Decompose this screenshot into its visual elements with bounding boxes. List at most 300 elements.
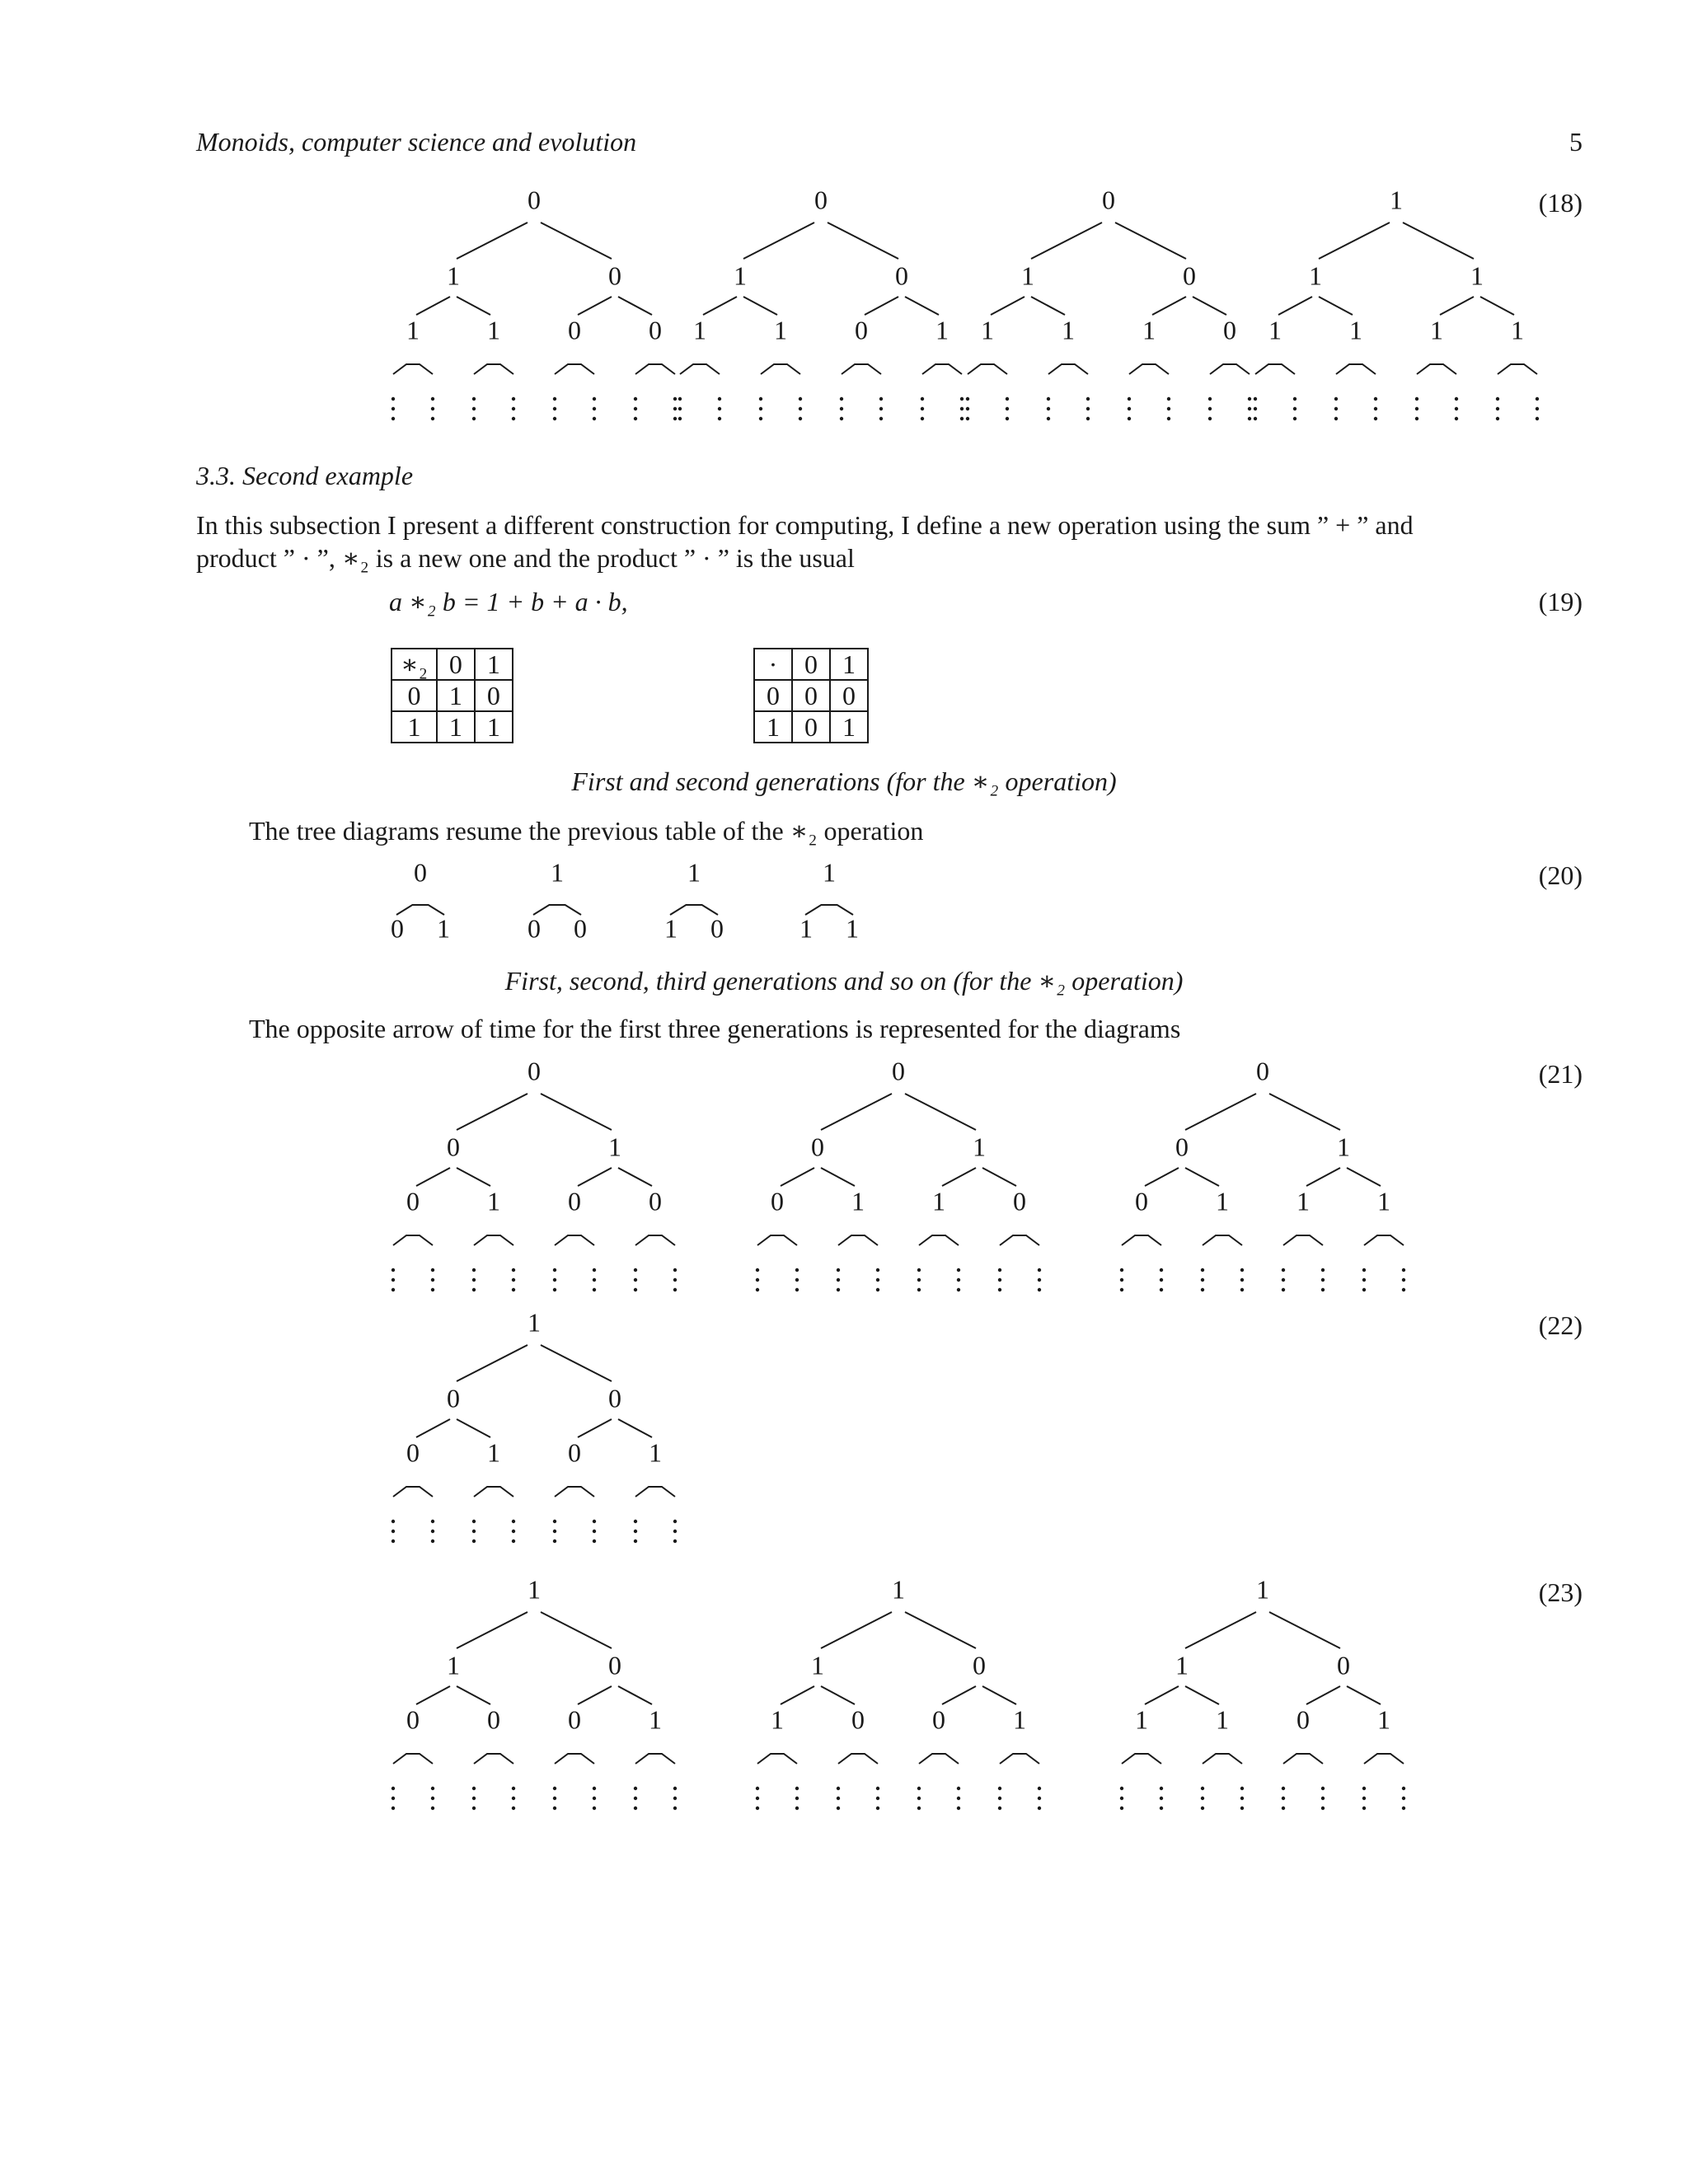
continuation-dot [998, 1787, 1001, 1790]
continuation-dot [512, 1807, 515, 1810]
continuation-dot [431, 417, 434, 420]
tree-branch [1306, 1686, 1340, 1704]
tree-branch-stub [1122, 1235, 1161, 1245]
dot-table-cell: 0 [754, 680, 792, 711]
tree21-2-leaf: 1 [851, 1186, 865, 1216]
tree-branch [457, 1168, 490, 1186]
continuation-dot [917, 1807, 921, 1810]
continuation-dot [1208, 407, 1212, 410]
continuation-dot [1334, 407, 1338, 410]
continuation-dot [1240, 1288, 1244, 1291]
tree-diagrams-paragraph: The tree diagrams resume the previous table of the ∗₂ operation [249, 816, 924, 846]
continuation-dot [431, 1787, 434, 1790]
continuation-dot [1321, 1787, 1325, 1790]
tree-branch [541, 1612, 612, 1648]
continuation-dot [837, 1807, 840, 1810]
continuation-dot [1006, 397, 1009, 401]
continuation-dot [1254, 407, 1257, 410]
continuation-dot [634, 1268, 637, 1272]
tree20-3-leaf: 1 [664, 913, 678, 944]
continuation-dot [1415, 407, 1418, 410]
tree23-1-leaf: 0 [568, 1704, 581, 1735]
tree-branch [821, 1168, 855, 1186]
page-number: 5 [1569, 127, 1582, 157]
continuation-dot [795, 1288, 799, 1291]
continuation-dot [472, 1787, 476, 1790]
continuation-dot [593, 407, 596, 410]
continuation-dot [553, 1288, 556, 1291]
continuation-dot [957, 1797, 960, 1800]
continuation-dot [392, 1530, 395, 1533]
tree-branch-stub [635, 1487, 675, 1497]
tree-branch-stub [838, 1235, 878, 1245]
continuation-dot [553, 1787, 556, 1790]
continuation-dot [1496, 397, 1499, 401]
continuation-dot [634, 417, 637, 420]
continuation-dot [512, 1530, 515, 1533]
continuation-dot [673, 1288, 677, 1291]
continuation-dot [1282, 1268, 1285, 1272]
tree-branch [743, 297, 777, 315]
continuation-dot [756, 1268, 759, 1272]
continuation-dot [593, 1530, 596, 1533]
continuation-dot [472, 407, 476, 410]
tree-branch [1319, 223, 1390, 259]
continuation-dot [966, 397, 969, 401]
tree-branch-stub [1210, 364, 1250, 374]
tree18-4-leaf: 1 [1268, 315, 1282, 345]
tree21-1-node: 1 [608, 1132, 621, 1162]
continuation-dot [1038, 1797, 1041, 1800]
dot-table-row [754, 711, 868, 743]
tree23-2-leaf: 1 [1013, 1704, 1026, 1735]
dot-table-cell: 0 [792, 711, 830, 743]
continuation-dot [1240, 1278, 1244, 1282]
tree18-1-leaf: 1 [487, 315, 500, 345]
tree-branch-stub [474, 1754, 513, 1764]
dot-table-cell: · [754, 649, 792, 680]
tree18-2-leaf: 1 [693, 315, 706, 345]
star2-table-cell: 1 [475, 711, 513, 743]
tree18-3-leaf: 1 [981, 315, 994, 345]
continuation-dot [1167, 417, 1170, 420]
continuation-dot [553, 1278, 556, 1282]
tree-branch [541, 1345, 612, 1381]
continuation-dot [876, 1797, 879, 1800]
tree21-3-leaf: 1 [1377, 1186, 1390, 1216]
star2-table-cell: 0 [437, 649, 475, 680]
tree-branch [1347, 1168, 1381, 1186]
arrow-of-time-paragraph: The opposite arrow of time for the first three generations is represented for the diagrams [249, 1014, 1181, 1043]
equation-number-23: (23) [1538, 1577, 1582, 1607]
continuation-dot [678, 417, 682, 420]
continuation-dot [1282, 1288, 1285, 1291]
tree20-3-root: 1 [687, 857, 701, 888]
continuation-dot [553, 407, 556, 410]
continuation-dot [512, 417, 515, 420]
tree-branch [457, 223, 528, 259]
continuation-dot [837, 1278, 840, 1282]
continuation-dot [553, 397, 556, 401]
tree-branch-stub [474, 1487, 513, 1497]
continuation-dot [1455, 417, 1458, 420]
continuation-dot [673, 1520, 677, 1523]
star2-table-cell: ∗₂ [392, 649, 437, 680]
tree23-1-node: 1 [447, 1650, 460, 1680]
dot-table-cell: 0 [830, 680, 868, 711]
generations-caption: First, second, third generations and so on (for the ∗₂ operation) [504, 966, 1184, 996]
continuation-dot [837, 1797, 840, 1800]
continuation-dot [593, 1807, 596, 1810]
tree18-3-node: 0 [1183, 260, 1196, 291]
tree22-1-node: 0 [608, 1383, 621, 1413]
continuation-dot [472, 1268, 476, 1272]
continuation-dot [512, 397, 515, 401]
tree-branch [457, 297, 490, 315]
tree21-2-leaf: 0 [1013, 1186, 1026, 1216]
continuation-dot [960, 417, 964, 420]
continuation-dot [673, 1268, 677, 1272]
tree23-3-node: 1 [1175, 1650, 1189, 1680]
tree20-1-leaf: 0 [391, 913, 404, 944]
continuation-dot [1293, 417, 1296, 420]
continuation-dot [678, 407, 682, 410]
continuation-dot [998, 1807, 1001, 1810]
tree21-1-node: 0 [447, 1132, 460, 1162]
tree18-3-leaf: 0 [1223, 315, 1236, 345]
continuation-dot [1321, 1278, 1325, 1282]
tree21-1-root: 0 [528, 1056, 541, 1086]
continuation-dot [673, 1278, 677, 1282]
tree-branch-stub [635, 1235, 675, 1245]
continuation-dot [593, 1540, 596, 1543]
star2-table-row [392, 680, 513, 711]
continuation-dot [634, 1787, 637, 1790]
tree-branch-stub [555, 1754, 594, 1764]
tree23-2-node: 1 [811, 1650, 824, 1680]
continuation-dot [957, 1278, 960, 1282]
continuation-dot [1160, 1288, 1163, 1291]
tree-branch-stub [393, 1754, 433, 1764]
continuation-dot [917, 1787, 921, 1790]
tree20-4-leaf: 1 [799, 913, 813, 944]
dot-table-cell: 0 [792, 680, 830, 711]
continuation-dot [512, 1278, 515, 1282]
continuation-dot [1362, 1797, 1366, 1800]
tree18-3-leaf: 1 [1142, 315, 1156, 345]
tree-branch-stub [1283, 1235, 1323, 1245]
tree-branch-stub [1048, 364, 1088, 374]
continuation-dot [593, 397, 596, 401]
continuation-dot [876, 1807, 879, 1810]
tree18-1-leaf: 0 [649, 315, 662, 345]
continuation-dot [593, 1278, 596, 1282]
continuation-dot [512, 1540, 515, 1543]
tree-branch [541, 223, 612, 259]
continuation-dot [1362, 1787, 1366, 1790]
tree-branch [828, 223, 898, 259]
tree-branch [743, 223, 814, 259]
continuation-dot [1038, 1288, 1041, 1291]
tree-branch [1145, 1168, 1179, 1186]
continuation-dot [634, 1530, 637, 1533]
continuation-dot [718, 417, 721, 420]
continuation-dot [673, 1787, 677, 1790]
continuation-dot [837, 1787, 840, 1790]
tree18-2-node: 0 [895, 260, 908, 291]
continuation-dot [634, 1807, 637, 1810]
tree20-2-leaf: 0 [528, 913, 541, 944]
tree20-2-leaf: 0 [574, 913, 587, 944]
dot-table-cell: 1 [754, 711, 792, 743]
continuation-dot [795, 1278, 799, 1282]
continuation-dot [512, 1268, 515, 1272]
continuation-dot [1374, 407, 1377, 410]
continuation-dot [1402, 1278, 1405, 1282]
continuation-dot [1536, 397, 1539, 401]
continuation-dot [1208, 397, 1212, 401]
continuation-dot [1402, 1797, 1405, 1800]
star2-table-row [392, 711, 513, 743]
continuation-dot [1128, 397, 1131, 401]
continuation-dot [957, 1288, 960, 1291]
continuation-dot [593, 417, 596, 420]
continuation-dot [1402, 1268, 1405, 1272]
continuation-dot [392, 1807, 395, 1810]
tree-branch [1319, 297, 1353, 315]
continuation-dot [593, 1787, 596, 1790]
continuation-dot [1120, 1787, 1123, 1790]
tree21-2-leaf: 1 [932, 1186, 945, 1216]
tree23-1-leaf: 0 [406, 1704, 420, 1735]
tree18-2-leaf: 0 [855, 315, 868, 345]
continuation-dot [1415, 397, 1418, 401]
continuation-dot [718, 407, 721, 410]
continuation-dot [1160, 1278, 1163, 1282]
continuation-dot [795, 1797, 799, 1800]
tree23-1-leaf: 0 [487, 1704, 500, 1735]
continuation-dot [634, 407, 637, 410]
equation-number-18: (18) [1538, 188, 1582, 218]
tree21-1-leaf: 0 [568, 1186, 581, 1216]
continuation-dot [1086, 417, 1090, 420]
continuation-dot [998, 1797, 1001, 1800]
continuation-dot [553, 1540, 556, 1543]
tree18-1-root: 0 [528, 185, 541, 215]
tree-branch-stub [635, 1754, 675, 1764]
star2-table-row [392, 649, 513, 680]
continuation-dot [1254, 417, 1257, 420]
continuation-dot [553, 1268, 556, 1272]
tree-branch-stub [474, 1235, 513, 1245]
continuation-dot [1120, 1807, 1123, 1810]
tree-branch-stub [1203, 1754, 1242, 1764]
tree-branch [1185, 1168, 1219, 1186]
tree18-1-leaf: 0 [568, 315, 581, 345]
continuation-dot [957, 1807, 960, 1810]
tree-branch [1347, 1686, 1381, 1704]
continuation-dot [634, 1797, 637, 1800]
continuation-dot [1047, 407, 1050, 410]
tree-branch [1306, 1168, 1340, 1186]
continuation-dot [840, 407, 843, 410]
tree22-1-leaf: 1 [487, 1437, 500, 1468]
tree20-2-root: 1 [551, 857, 564, 888]
equation-number-19: (19) [1538, 587, 1582, 616]
tree23-3-leaf: 1 [1377, 1704, 1390, 1735]
continuation-dot [1362, 1268, 1366, 1272]
tree-branch [905, 1612, 976, 1648]
tree-branch-stub [680, 364, 720, 374]
continuation-dot [472, 1288, 476, 1291]
tree-branch [618, 1168, 652, 1186]
tree-branch [457, 1686, 490, 1704]
tree20-1-root: 0 [414, 857, 427, 888]
tree18-2-leaf: 1 [935, 315, 949, 345]
continuation-dot [1086, 397, 1090, 401]
continuation-dot [1128, 407, 1131, 410]
continuation-dot [392, 1540, 395, 1543]
continuation-dot [1362, 1288, 1366, 1291]
tree-branch-stub [1000, 1754, 1039, 1764]
continuation-dot [512, 1787, 515, 1790]
continuation-dot [1536, 407, 1539, 410]
tree21-3-node: 0 [1175, 1132, 1189, 1162]
tree-branch [982, 1168, 1016, 1186]
continuation-dot [553, 1520, 556, 1523]
continuation-dot [1362, 1807, 1366, 1810]
continuation-dot [673, 407, 677, 410]
tree-branch-stub [555, 1487, 594, 1497]
intro-paragraph [196, 509, 1582, 574]
tree-branch-stub [1000, 1235, 1039, 1245]
tree-branch-stub [1283, 1754, 1323, 1764]
tree-branch [942, 1168, 976, 1186]
tree-branch-stub [757, 1754, 797, 1764]
continuation-dot [799, 417, 802, 420]
tree23-1-root: 1 [528, 1574, 541, 1605]
tree-branch [1269, 1612, 1340, 1648]
continuation-dot [1006, 417, 1009, 420]
continuation-dot [392, 1288, 395, 1291]
tree-branch [821, 1612, 892, 1648]
tree-branch-stub [761, 364, 800, 374]
continuation-dot [1248, 397, 1251, 401]
continuation-dot [1455, 407, 1458, 410]
continuation-dot [917, 1278, 921, 1282]
continuation-dot [431, 1540, 434, 1543]
running-title: Monoids, computer science and evolution [196, 127, 637, 157]
continuation-dot [512, 1797, 515, 1800]
continuation-dot [795, 1807, 799, 1810]
continuation-dot [1402, 1787, 1405, 1790]
continuation-dot [837, 1268, 840, 1272]
continuation-dot [795, 1787, 799, 1790]
equation-number-21: (21) [1538, 1059, 1582, 1089]
continuation-dot [1374, 397, 1377, 401]
continuation-dot [998, 1278, 1001, 1282]
continuation-dot [921, 417, 924, 420]
tree-branch [865, 297, 898, 315]
dot-table-row [754, 649, 868, 680]
continuation-dot [472, 1797, 476, 1800]
continuation-dot [431, 1268, 434, 1272]
continuation-dot [1248, 417, 1251, 420]
tree-branch [1031, 223, 1102, 259]
continuation-dot [1167, 397, 1170, 401]
tree18-1-node: 1 [447, 260, 460, 291]
continuation-dot [879, 407, 883, 410]
continuation-dot [837, 1288, 840, 1291]
tree18-4-node: 1 [1470, 260, 1484, 291]
tree21-1-leaf: 1 [487, 1186, 500, 1216]
continuation-dot [431, 1520, 434, 1523]
continuation-dot [1047, 417, 1050, 420]
tree18-2-root: 0 [814, 185, 828, 215]
tree23-2-leaf: 0 [932, 1704, 945, 1735]
tree18-1-node: 0 [608, 260, 621, 291]
continuation-dot [1321, 1288, 1325, 1291]
continuation-dot [593, 1288, 596, 1291]
continuation-dot [512, 1288, 515, 1291]
continuation-dot [1006, 407, 1009, 410]
continuation-dot [634, 1540, 637, 1543]
continuation-dot [593, 1268, 596, 1272]
tree21-3-leaf: 1 [1216, 1186, 1229, 1216]
tree-branch-stub [919, 1754, 959, 1764]
continuation-dot [957, 1787, 960, 1790]
tree-branch [457, 1419, 490, 1437]
continuation-dot [756, 1787, 759, 1790]
continuation-dot [1086, 407, 1090, 410]
continuation-dot [1160, 1797, 1163, 1800]
continuation-dot [512, 407, 515, 410]
tree23-3-leaf: 0 [1296, 1704, 1310, 1735]
tree21-2-node: 1 [973, 1132, 986, 1162]
equation-number-20: (20) [1538, 860, 1582, 890]
equation-number-22: (22) [1538, 1310, 1582, 1340]
continuation-dot [392, 407, 395, 410]
continuation-dot [879, 417, 883, 420]
continuation-dot [1282, 1797, 1285, 1800]
continuation-dot [1293, 407, 1296, 410]
continuation-dot [553, 1807, 556, 1810]
continuation-dot [795, 1268, 799, 1272]
intro-line-2: product ” · ”, ∗₂ is a new one and the product ” · ” is the usual [196, 543, 855, 573]
tree-branch [821, 1686, 855, 1704]
tree-branch [942, 1686, 976, 1704]
continuation-dot [840, 397, 843, 401]
tree-branch [416, 1168, 450, 1186]
continuation-dot [431, 1807, 434, 1810]
continuation-dot [1201, 1278, 1204, 1282]
continuation-dot [1402, 1288, 1405, 1291]
continuation-dot [876, 1787, 879, 1790]
continuation-dot [431, 397, 434, 401]
tree-branch-stub [1364, 1754, 1404, 1764]
dot-table-cell: 0 [792, 649, 830, 680]
tree-branch-stub [635, 364, 675, 374]
continuation-dot [1334, 417, 1338, 420]
continuation-dot [1282, 1787, 1285, 1790]
tree-branch [905, 1094, 976, 1130]
tree18-1-leaf: 1 [406, 315, 420, 345]
continuation-dot [1321, 1268, 1325, 1272]
tree23-3-node: 0 [1337, 1650, 1350, 1680]
tree-branch [1480, 297, 1514, 315]
continuation-dot [799, 407, 802, 410]
star2-table-cell: 1 [392, 711, 437, 743]
